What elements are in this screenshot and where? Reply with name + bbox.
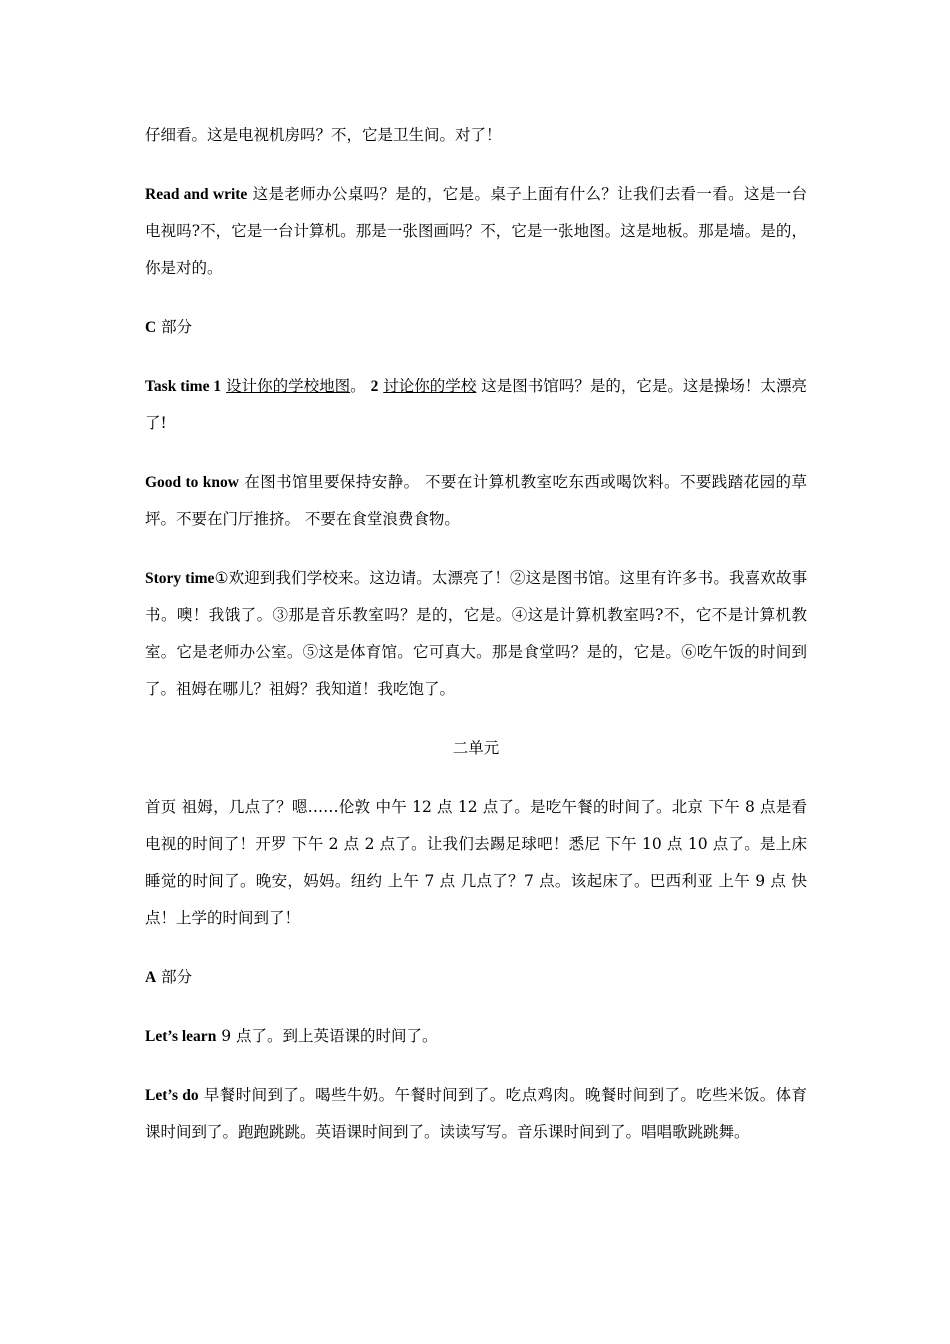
paragraph-read-and-write <box>145 176 807 287</box>
task-number-2: 2 <box>370 378 379 395</box>
paragraph-intro <box>145 117 807 154</box>
paragraph-part-a <box>145 959 807 996</box>
paragraph-text: 9 点了。到上英语课的时间了。 <box>216 1027 438 1045</box>
paragraph-story-time <box>145 560 807 708</box>
paragraph-text: 早餐时间到了。喝些牛奶。午餐时间到了。吃点鸡肉。晚餐时间到了。吃些米饭。体育课时间到了。跑跑跳跳。英语课时间到了。读读写写。音乐课时间到了。唱唱歌跳跳舞。 <box>145 1086 807 1141</box>
unit-heading: 二单元 <box>452 739 500 757</box>
paragraph-text: 部分 <box>156 968 193 986</box>
part-label-a: A <box>145 969 157 986</box>
underlined-text-discuss-school: 讨论你的学校 <box>383 377 477 395</box>
paragraph-part-c <box>145 309 807 346</box>
paragraph-home-page <box>145 789 807 937</box>
paragraph-text: 首页 祖姆，几点了？嗯……伦敦 中午 12 点 12 点了。是吃午餐的时间了。北京 下午 8 点是看电视的时间了！开罗 下午 2 点 2 点了。让我们去踢足球吧！悉尼 下午 10 点 10 点了。是上床睡觉的时间了。晚安，妈妈。纽约 上午 7 点 几点了？7 点。该起床了。巴西利亚 上午 9 点 快点！上学的时间到了！ <box>145 798 807 927</box>
section-label-task-time: Task time 1 <box>145 378 222 395</box>
paragraph-text: 仔细看。这是电视机房吗？不，它是卫生间。对了！ <box>145 126 502 144</box>
paragraph-text: 在图书馆里要保持安静。 不要在计算机教室吃东西或喝饮料。不要践踏花园的草坪。不要在门厅推挤。 不要在食堂浪费食物。 <box>145 473 807 528</box>
paragraph-good-to-know <box>145 464 807 538</box>
underlined-text-design-map: 设计你的学校地图 <box>226 377 351 395</box>
paragraph-lets-learn <box>145 1018 807 1055</box>
part-label-c: C <box>145 319 157 336</box>
paragraph-text: 部分 <box>156 318 193 336</box>
section-label-lets-do: Let’s do <box>145 1087 199 1104</box>
paragraph-text: 这是老师办公桌吗？是的，它是。桌子上面有什么？让我们去看一看。这是一台电视吗?不，它是一台计算机。那是一张图画吗？不，它是一张地图。这是地板。那是墙。是的，你是对的。 <box>145 185 807 277</box>
paragraph-text: 这是图书馆吗？是的，它是。这是操场！太漂亮了! <box>145 377 807 432</box>
paragraph-lets-do <box>145 1077 807 1151</box>
document-page <box>145 117 807 1173</box>
section-label-read-and-write: Read and write <box>145 186 248 203</box>
paragraph-text: 。 <box>350 377 371 395</box>
paragraph-text: ①欢迎到我们学校来。这边请。太漂亮了！②这是图书馆。这里有许多书。我喜欢故事书。噢！我饿了。③那是音乐教室吗？是的，它是。④这是计算机教室吗?不，它不是计算机教室。它是老师办公室。⑤这是体育馆。它可真大。那是食堂吗？是的，它是。⑥吃午饭的时间到了。祖姆在哪儿？祖姆？我知道！我吃饱了。 <box>145 569 807 698</box>
section-label-story-time: Story time <box>145 570 215 587</box>
section-label-lets-learn: Let’s learn <box>145 1028 217 1045</box>
paragraph-task-time <box>145 368 807 442</box>
section-label-good-to-know: Good to know <box>145 474 239 491</box>
